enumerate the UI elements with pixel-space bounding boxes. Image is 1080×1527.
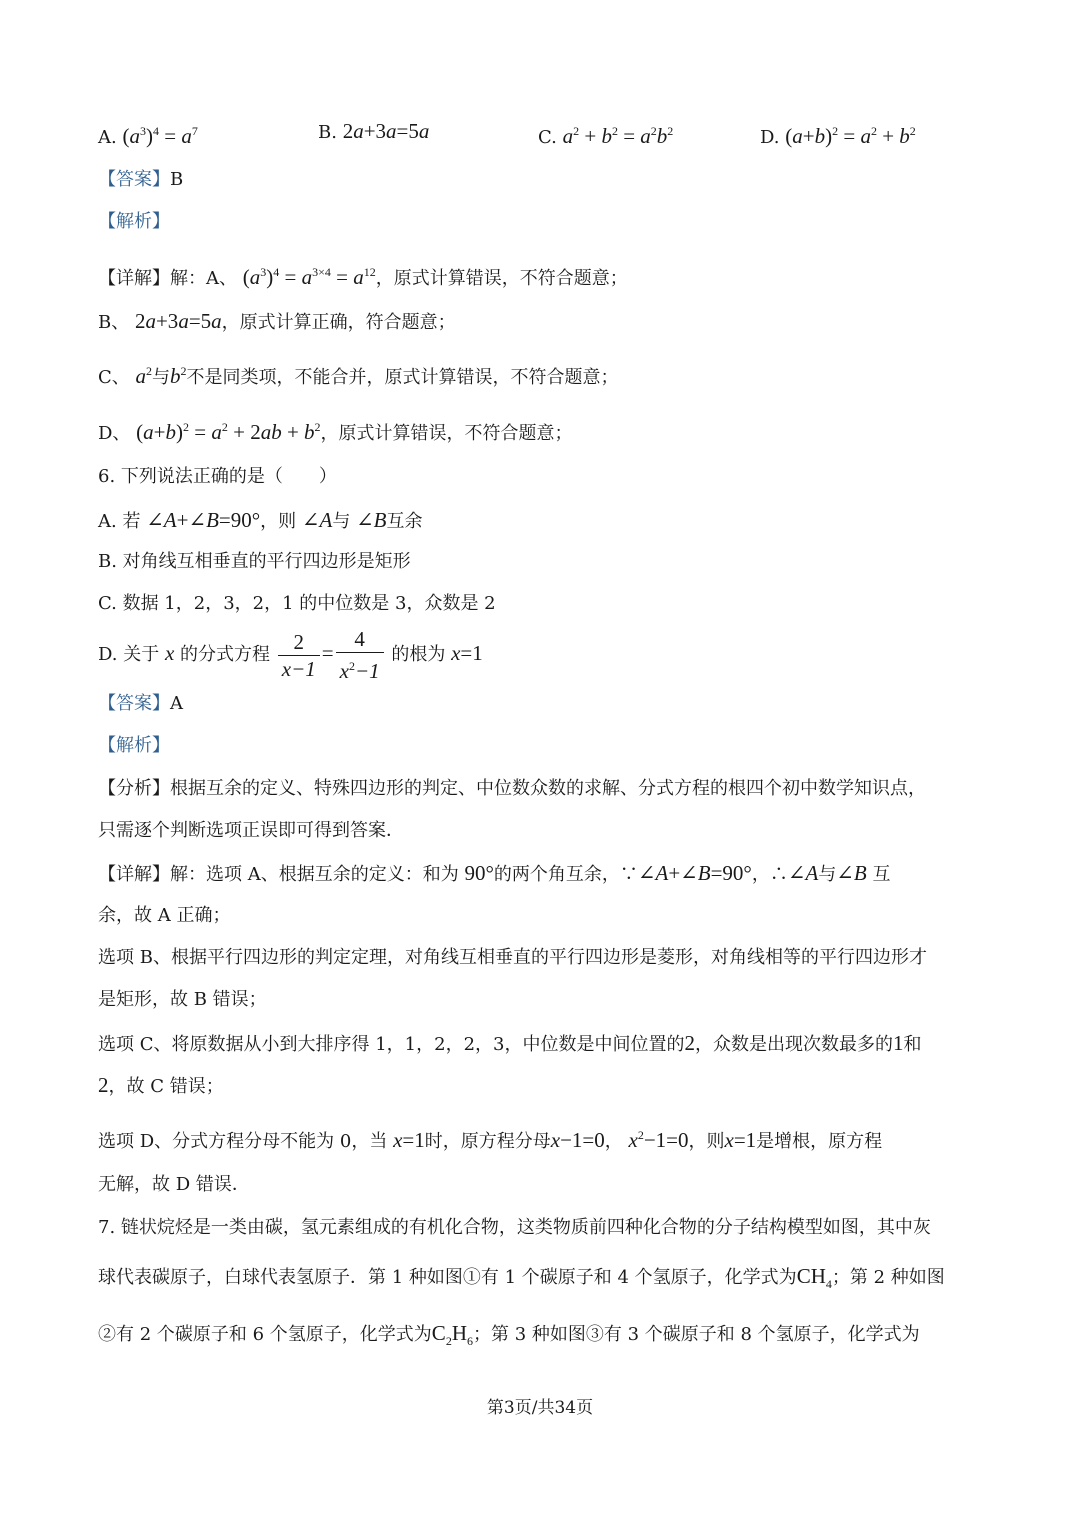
q6-option-b: B. 对角线互相垂直的平行四边形是矩形 bbox=[98, 551, 411, 572]
q6-detail-a-line2: 余，故 A 正确； bbox=[98, 905, 231, 926]
q6-analysis-line1: 【分析】根据互余的定义、特殊四边形的判定、中位数众数的求解、分式方程的根四个初中数学知识点， bbox=[98, 778, 926, 799]
q5-detail-b: B、 2a+3a=5a，原式计算正确，符合题意； bbox=[98, 309, 456, 333]
formula: $a^2$ bbox=[135, 364, 153, 388]
option-b: B. 2a+3a=5a bbox=[318, 119, 430, 143]
q6-analysis-heading: 【解析】 bbox=[98, 735, 170, 756]
page-number: 第3页/共34页 bbox=[486, 1398, 594, 1418]
q7-line2: 球代表碳原子，白球代表氢原子．第 1 种如图①有 1 个碳原子和 4 个氢原子，化学式为$CH_4$；第 2 种如图 bbox=[98, 1264, 945, 1292]
formula: 2a+3a=5a bbox=[134, 309, 222, 333]
q5-detail-a: 【详解】解：A、 $(a^3)^4 = a^{3\times 4} = a^{12}$，原式计算错误，不符合题意； bbox=[98, 265, 628, 289]
q5-analysis-heading: 【解析】 bbox=[98, 211, 170, 232]
q7-line1: 7. 链状烷烃是一类由碳，氢元素组成的有机化合物，这类物质前四种化合物的分子结构模型如图，其中灰 bbox=[98, 1217, 931, 1238]
formula: x=1 bbox=[451, 641, 483, 665]
formula: x−1=0 bbox=[550, 1128, 605, 1152]
formula: $(a^3)^4 = a^7$ bbox=[122, 124, 198, 148]
formula: 2a+3a=5a bbox=[342, 119, 430, 143]
formula: $(a+b)^2 = a^2 + 2ab + b^2$ bbox=[136, 420, 321, 444]
formula: $a^2 + b^2 = a^2b^2$ bbox=[562, 124, 674, 148]
option-a: A. $(a^3)^4 = a^7$ bbox=[98, 124, 198, 148]
option-d: D. $(a+b)^2 = a^2 + b^2$ bbox=[760, 124, 916, 148]
formula: 90° bbox=[464, 861, 494, 885]
q6-detail-b-line2: 是矩形，故 B 错误； bbox=[98, 989, 267, 1010]
q6-detail-c-line2: 2，故 C 错误； bbox=[98, 1073, 224, 1097]
formula: ∠A+∠B=90° bbox=[637, 861, 752, 885]
formula: ∠B bbox=[356, 508, 387, 532]
q6-detail-a-line1: 【详解】解：选项 A、根据互余的定义：和为 90°的两个角互余，∵∠A+∠B=90°，∴∠A与∠B 互 bbox=[98, 861, 891, 885]
formula: x=1 bbox=[724, 1128, 757, 1152]
q5-detail-d: D、 $(a+b)^2 = a^2 + 2ab + b^2$，原式计算错误，不符合题意； bbox=[98, 420, 573, 444]
formula: ∠A bbox=[787, 861, 819, 885]
formula: ∠A+∠B=90° bbox=[146, 508, 261, 532]
formula: $(a+b)^2 = a^2 + b^2$ bbox=[785, 124, 916, 148]
q6-option-c: C. 数据 1，2，3，2，1 的中位数是 3，众数是 2 bbox=[98, 593, 496, 614]
q5-answer: 【答案】B bbox=[98, 169, 184, 190]
option-c: C. $a^2 + b^2 = a^2b^2$ bbox=[538, 124, 674, 148]
q6-analysis-line2: 只需逐个判断选项正误即可得到答案． bbox=[98, 820, 404, 841]
q6-option-d: D. 关于 x 的分式方程 $\frac{2}{x-1}$ = $\frac{4}{x^2-1}$ 的根为 x=1 bbox=[98, 627, 483, 683]
q5-detail-c: C、 $a^2$与$b^2$不是同类项，不能合并，原式计算错误，不符合题意； bbox=[98, 364, 619, 388]
formula: $x^2-1=0$ bbox=[628, 1128, 689, 1152]
formula: $(a^3)^4 = a^{3\times 4} = a^{12}$ bbox=[242, 265, 376, 289]
q6-detail-b-line1: 选项 B、根据平行四边形的判定定理，对角线互相垂直的平行四边形是菱形，对角线相等的平行四边形才 bbox=[98, 947, 927, 968]
q6-detail-c-line1: 选项 C、将原数据从小到大排序得 1，1，2，2，3，中位数是中间位置的2，众数是出现次数最多的1和 bbox=[98, 1031, 922, 1055]
fraction: $\frac{2}{x-1}$ bbox=[278, 629, 320, 682]
q6-stem: 6. 下列说法正确的是（ ） bbox=[98, 466, 337, 487]
formula: $C_2H_6$ bbox=[431, 1321, 473, 1349]
formula: x bbox=[164, 641, 175, 665]
formula: ∠B bbox=[836, 861, 867, 885]
q7-line3: ②有 2 个碳原子和 6 个氢原子，化学式为$C_2H_6$；第 3 种如图③有 3 个碳原子和 8 个氢原子，化学式为 bbox=[98, 1321, 920, 1349]
q6-option-a: A. 若 ∠A+∠B=90°，则 ∠A与 ∠B互余 bbox=[98, 508, 423, 532]
formula: x=1 bbox=[393, 1128, 425, 1152]
fraction: $\frac{4}{x^2-1}$ bbox=[336, 626, 384, 684]
formula: ∠A bbox=[301, 508, 333, 532]
q6-detail-d-line2: 无解，故 D 错误． bbox=[98, 1174, 250, 1195]
q6-answer: 【答案】A bbox=[98, 693, 183, 714]
q6-detail-d-line1: 选项 D、分式方程分母不能为 0，当 x=1时，原方程分母x−1=0， $x^2-1=0$，则x=1是增根，原方程 bbox=[98, 1128, 883, 1152]
formula: $CH_4$ bbox=[796, 1264, 832, 1292]
formula: $b^2$ bbox=[170, 364, 187, 388]
